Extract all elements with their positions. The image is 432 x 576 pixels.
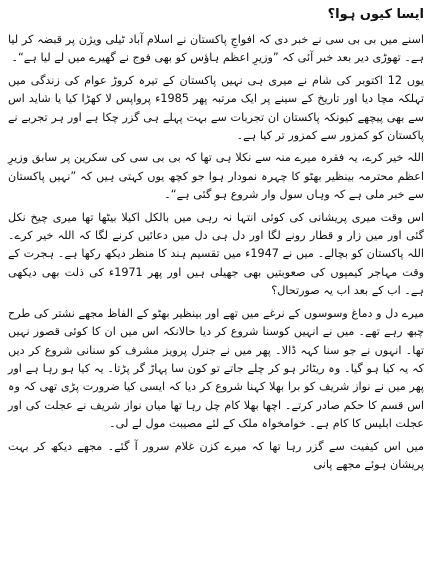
paragraph-4: اس وقت میری پریشانی کی کوئی انتہا نہ رہی میں بالکل اکیلا بیٹھا تھا میری چیخ نکل گئی اور میں زار و قطار رونے لگا اور دل ہی دل میں دعائیں کرنے لگا کہ اللہ خیر کرے۔ اللہ پاکستان کو بچالے۔ میں نے 1947ء میں تقسیم ہند کا منظر دیکھ رکھا ہے۔ ہجرت کے وقت مہاجر کیمپوں کی صعوبتیں بھی جھیلی ہیں اور پھر 1971ء کی ذلت بھی دیکھی ہے۔ اب کے بعد اب یہ صورتحال؟	[8, 210, 424, 298]
paragraph-1: اسنے میں بی بی سی نے خبر دی کہ افواجِ پاکستان نے اسلام آباد ٹیلی ویژن پر قبضہ کر لیا ہے۔ تھوڑی دیر بعد خبر آئی کہ ”وزیرِ اعظم ہاؤس کو بھی فوج نے گھیرے میں لے لیا ہے“۔	[8, 33, 424, 65]
paragraph-5: میرے دل و دماغ وسوسوں کے نرغے میں تھے اور بینظیر بھٹو کے الفاظ مجھے نشتر کی طرح چبھ رہے تھے۔ میں نے انہیں کوسنا شروع کر دیا حالانکہ اس میں ان کا کوئی قصور نہیں تھا۔ انہوں نے جو سنا کہہ ڈالا۔ پھر میں نے جنرل پرویز مشرف کو سنانی شروع کر دیں کہ یہ کیا ہو گیا۔ وہ ریٹائر ہو کر چلے جاتے تو کون سا پہاڑ گر پڑتا۔ یہ کیا ہو رہا ہے اور پھر میں نے نواز شریف کو برا بھلا کہنا شروع کر دیا کہ ایسی کیا ضرورت پڑی تھی کہ وہ اس قسم کا حکم صادر کرتے۔ اچھا بھلا کام چل رہا تھا میاں نواز شریف نے عجلت کی اور عجلت ابلیس کا کام ہے۔ خوامخواہ ملک کے لئے مصیبت مول لے لی۔	[8, 306, 424, 431]
paragraph-6: میں اس کیفیت سے گزر رہا تھا کہ میرے کزن غلام سرور آ گئے۔ مجھے دیکھ کر بہت پریشان ہوئے مجھے پانی	[8, 439, 424, 471]
paragraph-2: یوں 12 اکتوبر کی شام نے میری ہی نہیں پاکستان کے تیرہ کروڑ عوام کی زندگی میں تہلکہ مچا دیا اور تاریخ کے سینے پر ایک مرتبہ پھر 1985ء پرواپس لا کھڑا کیا یا شاید اس سے بھی پیچھے کیونکہ پاکستان ان تجربات سے بہت پہلے ہی گزر چکا ہے اور ہر تجربے نے پاکستان کو کمزور سے کمزور تر کیا ہے۔	[8, 73, 425, 143]
article-heading: ایسا کیوں ہوا؟	[327, 7, 424, 22]
paragraph-3: اللہ خیر کرے، یہ فقرہ میرے منہ سے نکلا ہی تھا کہ بی بی سی کی سکرین پر سابق وزیرِ اعظم محترمہ بینظیر بھٹو کا چہرہ نمودار ہوا جو کچھ یوں کہتی ہیں کہ ”نہیں پاکستان سے خبر ملی ہے کہ وہاں سول وار شروع ہو گئی ہے“۔	[8, 151, 424, 202]
